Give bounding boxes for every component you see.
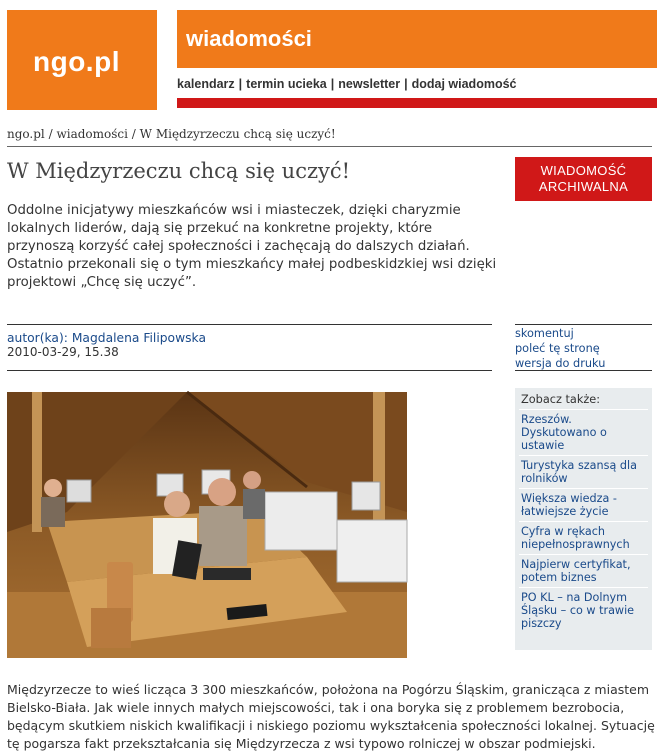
nav-newsletter[interactable]: newsletter	[338, 77, 401, 91]
breadcrumb-separator: /	[131, 127, 136, 141]
meta-divider-top	[7, 324, 492, 325]
logo-text: ngo.pl	[33, 46, 120, 77]
nav-separator: |	[404, 77, 408, 91]
see-also-link[interactable]: Turystyka szansą dla rolników	[521, 459, 637, 485]
print-version-link[interactable]: wersja do druku	[515, 357, 606, 370]
breadcrumb-separator: /	[48, 127, 53, 141]
see-also-item	[519, 488, 648, 521]
see-also-item	[519, 554, 648, 587]
article-author[interactable]: autor(ka): Magdalena Filipowska	[7, 331, 206, 345]
section-header	[177, 10, 657, 68]
meta-divider-bottom	[7, 370, 492, 371]
see-also-link[interactable]: PO KL – na Dolnym Śląsku – co w trawie piszczy	[521, 591, 635, 630]
article-actions	[515, 326, 605, 371]
breadcrumb-current: W Międzyrzeczu chcą się uczyć!	[139, 127, 336, 141]
breadcrumb-section[interactable]: wiadomości	[56, 127, 128, 141]
article-body: Międzyrzecze to wieś licząca 3 300 mieszkańców, położona na Pogórzu Śląskim, granicząca z miastem Bielsko-Biała. Jak wiele innych małych miejscowości, tak i ona boryka się z problemem bezrobocia, będącym skutkiem niskich kwalifikacji i niskiego poziomu wykształcenia społeczności lokalnej. Sytuację tę pogarsza fakt przekształcania się Międzyrzecza z wsi typowo rolniczej w obszar podmiejski.	[7, 682, 655, 751]
actions-divider-top	[515, 324, 652, 325]
actions-divider-bottom	[515, 370, 652, 371]
breadcrumb	[7, 127, 336, 141]
comment-link[interactable]: skomentuj	[515, 327, 574, 340]
recommend-link[interactable]: poleć tę stronę	[515, 342, 600, 355]
see-also-item	[519, 521, 648, 554]
see-also-list	[519, 409, 648, 633]
action-item	[515, 356, 605, 371]
see-also-link[interactable]: Większa wiedza - łatwiejsze życie	[521, 492, 617, 518]
nav-kalendarz[interactable]: kalendarz	[177, 77, 235, 91]
nav-separator: |	[238, 77, 243, 91]
see-also-item	[519, 455, 648, 488]
header-divider	[177, 98, 657, 108]
nav-dodaj-wiadomosc[interactable]: dodaj wiadomość	[411, 77, 517, 91]
breadcrumb-home[interactable]: ngo.pl	[7, 127, 45, 141]
top-nav	[177, 77, 517, 91]
see-also-link[interactable]: Cyfra w rękach niepełnosprawnych	[521, 525, 630, 551]
section-title: wiadomości	[186, 26, 312, 51]
nav-separator: |	[330, 77, 335, 91]
classroom-photo-illustration	[7, 392, 407, 658]
see-also-link[interactable]: Najpierw certyfikat, potem biznes	[521, 558, 631, 584]
article-date: 2010-03-29, 15.38	[7, 345, 119, 359]
see-also-title: Zobacz także:	[521, 393, 601, 406]
article-lead: Oddolne inicjatywy mieszkańców wsi i miasteczek, dzięki charyzmie lokalnych liderów, dają się przekuć na konkretne projekty, które przynoszą korzyść całej społeczności i zachęcają do dalszych działań. Ostatnio przekonali się o tym mieszkańcy małej podbeskidzkiej wsi dzięki projektowi „Chcę się uczyć”.	[7, 203, 497, 290]
breadcrumb-divider	[7, 146, 652, 147]
article-photo	[7, 392, 407, 658]
nav-termin-ucieka[interactable]: termin ucieka	[246, 77, 327, 91]
archive-badge: WIADOMOŚĆ ARCHIWALNA	[515, 157, 652, 201]
action-item	[515, 341, 605, 356]
site-logo[interactable]	[7, 10, 157, 110]
see-also-item	[519, 409, 648, 455]
page-title: W Międzyrzeczu chcą się uczyć!	[7, 159, 351, 183]
see-also-link[interactable]: Rzeszów. Dyskutowano o ustawie	[521, 413, 607, 452]
see-also-item	[519, 587, 648, 633]
action-item	[515, 326, 605, 341]
see-also-panel	[515, 388, 652, 650]
